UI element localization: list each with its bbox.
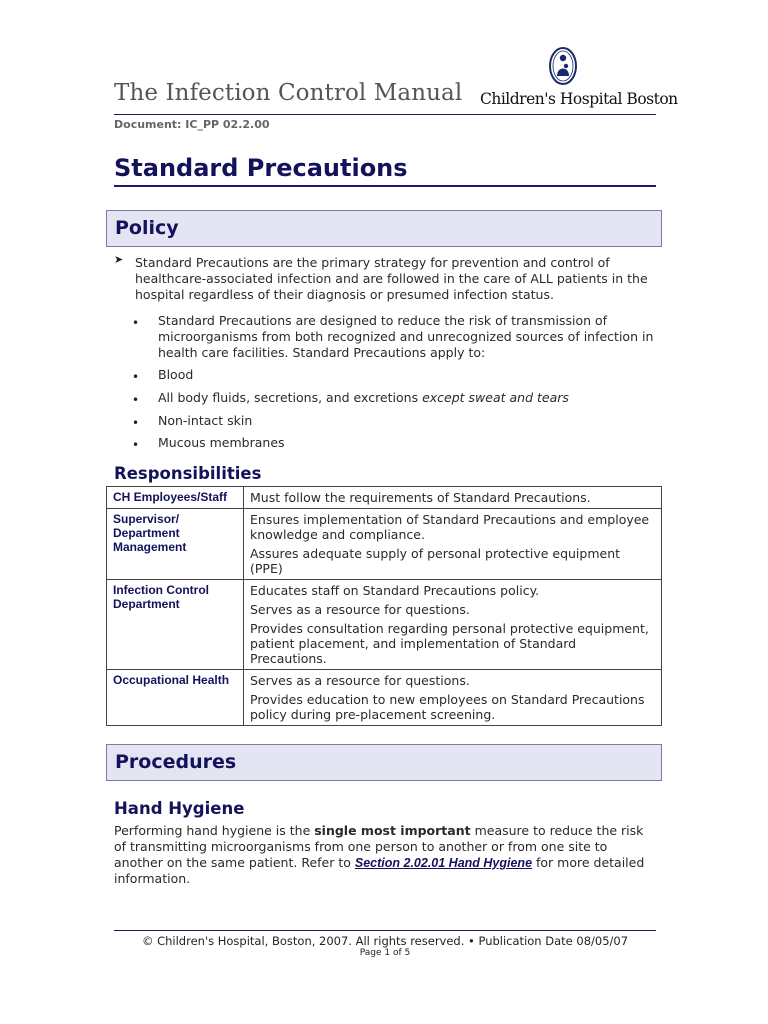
document-id: Document: IC_PP 02.2.00 xyxy=(114,118,270,131)
table-row xyxy=(107,670,662,726)
hh-text: Performing hand hygiene is the xyxy=(114,823,315,838)
table-row xyxy=(107,580,662,670)
bullet-icon: • xyxy=(132,438,140,452)
role-cell: Infection Control Department xyxy=(107,580,244,670)
role-cell: Occupational Health xyxy=(107,670,244,726)
procedures-heading: Procedures xyxy=(115,751,237,773)
duty-text: Serves as a resource for questions. xyxy=(250,602,470,617)
footer-copyright: © Children's Hospital, Boston, 2007. All rights reserved. • Publication Date 08/05/07 xyxy=(141,934,629,948)
hh-emphasis: single most important xyxy=(314,823,471,838)
header-divider xyxy=(114,114,656,115)
page-title: Standard Precautions xyxy=(114,154,408,182)
arrow-bullet-icon: ➤ xyxy=(114,253,124,266)
hospital-seal-icon xyxy=(548,46,578,86)
role-cell: Supervisor/ Department Management xyxy=(107,509,244,580)
bullet-icon: • xyxy=(132,370,140,384)
hospital-logo xyxy=(480,46,678,116)
hand-hygiene-link[interactable]: Section 2.02.01 Hand Hygiene xyxy=(354,856,533,870)
duties-cell xyxy=(244,487,662,509)
hand-hygiene-text xyxy=(114,823,656,887)
duty-text: Must follow the requirements of Standard Precautions. xyxy=(250,490,591,505)
duty-text: Ensures implementation of Standard Precautions and employee knowledge and compliance. xyxy=(250,512,650,542)
policy-section-header xyxy=(106,210,662,247)
hospital-name: Children's Hospital Boston xyxy=(480,90,678,108)
manual-title: The Infection Control Manual xyxy=(114,80,463,106)
policy-bullet: Standard Precautions are designed to reduce the risk of transmission of microorganisms from both recognized and unrecognized sources of infection in health care facilities. Standard Precautions apply to: xyxy=(158,313,654,360)
policy-bullet: Non-intact skin xyxy=(158,413,253,428)
policy-intro: Standard Precautions are the primary strategy for prevention and control of healthcare-associated infection and are followed in the care of ALL patients in the hospital regardless of their diagnosis or presumed infection status. xyxy=(135,255,648,302)
policy-bullet-emphasis: except sweat and tears xyxy=(422,390,569,405)
policy-bullet: Blood xyxy=(158,367,194,382)
policy-bullet: Mucous membranes xyxy=(158,435,285,450)
role-cell: CH Employees/Staff xyxy=(107,487,244,509)
footer-divider xyxy=(114,930,656,931)
policy-bullet xyxy=(158,390,656,406)
hh-text: measure to reduce the risk of transmitting microorganisms from one person to another or from one site to another on the same patient. Refer to xyxy=(114,823,644,870)
table-row xyxy=(107,509,662,580)
hand-hygiene-heading: Hand Hygiene xyxy=(114,799,245,818)
table-row xyxy=(107,487,662,509)
hh-text: for more detailed information. xyxy=(114,855,645,886)
bullet-icon: • xyxy=(132,316,140,330)
duties-cell xyxy=(244,509,662,580)
duty-text: Provides consultation regarding personal protective equipment, patient placement, and implementation of Standard Precautions. xyxy=(250,621,649,666)
bullet-icon: • xyxy=(132,393,140,407)
duty-text: Provides education to new employees on Standard Precautions policy during pre-placement screening. xyxy=(250,692,645,722)
page-number: Page 1 of 5 xyxy=(359,948,411,958)
procedures-section-header xyxy=(106,744,662,781)
duties-cell xyxy=(244,670,662,726)
policy-heading: Policy xyxy=(115,217,179,239)
responsibilities-table xyxy=(106,486,662,726)
policy-bullet-text: All body fluids, secretions, and excretions xyxy=(158,390,423,405)
duty-text: Serves as a resource for questions. xyxy=(250,673,470,688)
responsibilities-heading: Responsibilities xyxy=(114,464,262,483)
duty-text: Assures adequate supply of personal protective equipment (PPE) xyxy=(250,546,621,576)
duties-cell xyxy=(244,580,662,670)
duty-text: Educates staff on Standard Precautions policy. xyxy=(250,583,540,598)
title-divider xyxy=(114,185,656,187)
bullet-icon: • xyxy=(132,416,140,430)
